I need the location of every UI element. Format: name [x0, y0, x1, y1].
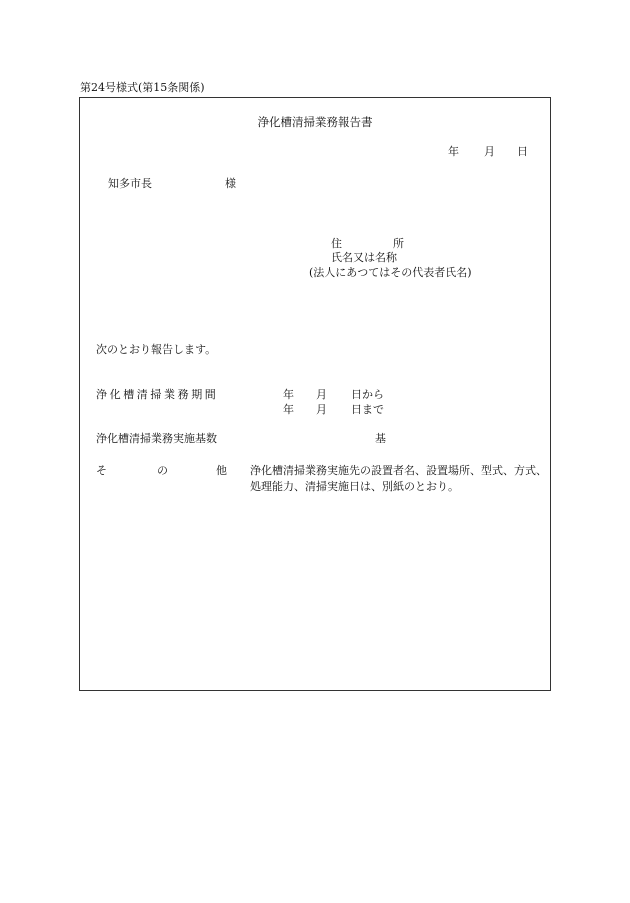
other-text-line-1: 浄化槽清掃業務実施先の設置者名、設置場所、型式、方式、 [250, 464, 547, 477]
reporter-address-label-2: 所 [393, 237, 404, 250]
date-year-label: 年 [448, 145, 459, 158]
form-number: 第24号様式(第15条関係) [80, 81, 205, 94]
period-from-year: 年 [283, 388, 294, 401]
reporter-address-label-1: 住 [331, 237, 342, 250]
other-text-line-2: 処理能力、清掃実施日は、別紙のとおり。 [250, 480, 459, 493]
units-label: 浄化槽清掃業務実施基数 [96, 432, 217, 445]
period-to-day: 日まで [351, 403, 384, 416]
period-label: 浄化槽清掃業務期間 [96, 388, 219, 401]
units-suffix: 基 [375, 432, 386, 445]
addressee-honorific: 様 [225, 177, 236, 190]
period-to-month: 月 [316, 403, 327, 416]
addressee-name: 知多市長 [108, 177, 152, 190]
date-month-label: 月 [484, 145, 495, 158]
other-label-char-1: そ [96, 464, 107, 477]
reporter-name-label: 氏名又は名称 [331, 251, 397, 264]
other-label-char-2: の [157, 464, 168, 477]
period-to-year: 年 [283, 403, 294, 416]
document-title: 浄化槽清掃業務報告書 [257, 115, 373, 129]
other-label-char-3: 他 [216, 464, 227, 477]
date-day-label: 日 [517, 145, 528, 158]
reporter-name-note: (法人にあつてはその代表者氏名) [309, 266, 472, 279]
intro-text: 次のとおり報告します。 [96, 343, 217, 356]
period-from-month: 月 [316, 388, 327, 401]
period-from-day: 日から [351, 388, 384, 401]
